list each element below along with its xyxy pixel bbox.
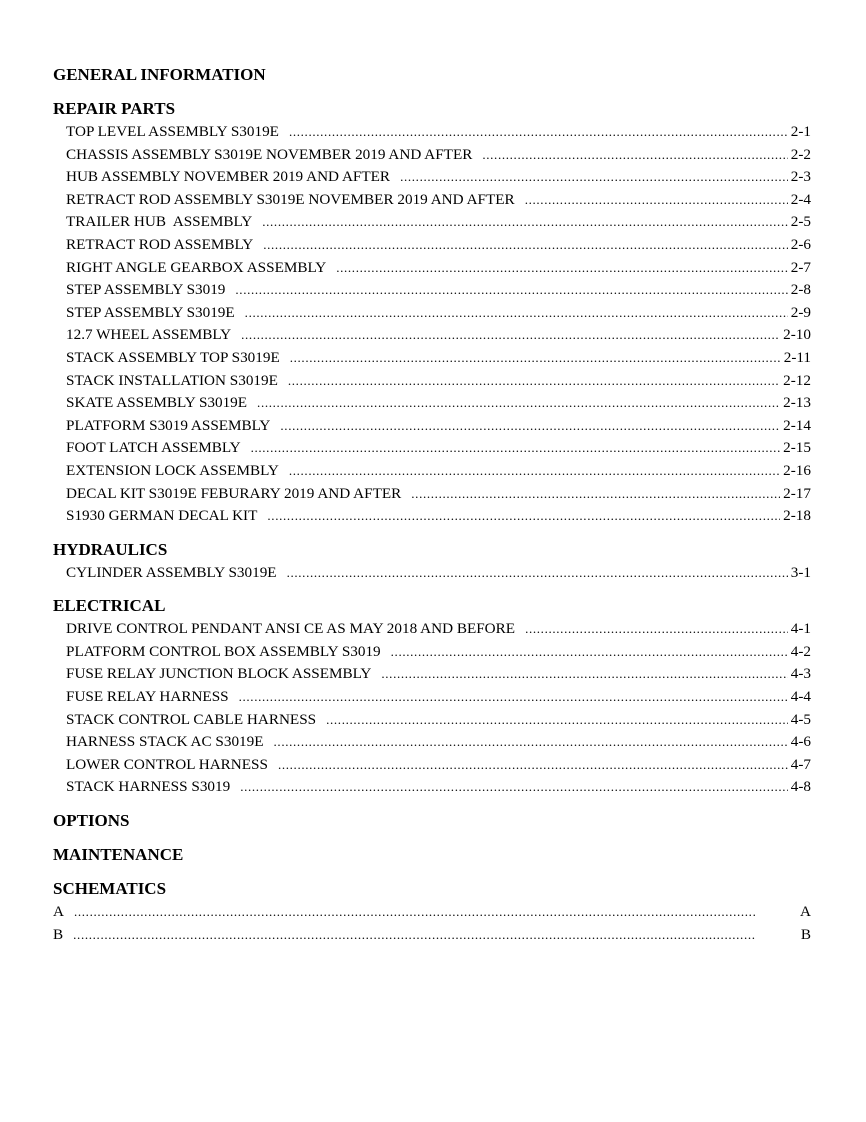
toc-entry-page-number: 2-5 <box>790 213 811 231</box>
toc-entry-label: A <box>53 903 64 921</box>
toc-entry[interactable] <box>53 754 811 777</box>
toc-entry[interactable] <box>53 562 811 585</box>
toc-entry-page-number: 2-10 <box>783 326 811 344</box>
toc-entry-page-number: 4-5 <box>790 710 811 728</box>
toc-entry-label: STACK ASSEMBLY TOP S3019E <box>66 348 280 366</box>
toc-entry[interactable] <box>53 776 811 799</box>
toc-entry[interactable] <box>53 257 811 280</box>
toc-entry-label: FUSE RELAY JUNCTION BLOCK ASSEMBLY <box>66 665 372 683</box>
toc-entry-page-number: 4-8 <box>790 778 811 796</box>
toc-entry-page-number: 4-1 <box>790 620 811 638</box>
toc-entry-label: B <box>53 925 64 943</box>
toc-entry[interactable] <box>53 505 811 528</box>
dot-leader <box>239 686 788 709</box>
toc-section <box>53 98 811 528</box>
toc-entry-label: SKATE ASSEMBLY S3019E <box>66 394 248 412</box>
dot-leader <box>274 731 788 754</box>
section-heading: SCHEMATICS <box>53 879 167 899</box>
dot-leader <box>482 144 787 167</box>
dot-leader <box>400 166 788 189</box>
toc-entry-list <box>53 618 811 799</box>
dot-leader <box>245 302 788 325</box>
toc-entry-page-number: 4-4 <box>790 688 811 706</box>
toc-entry-label: 12.7 WHEEL ASSEMBLY <box>66 326 232 344</box>
toc-section <box>53 539 811 585</box>
dot-leader <box>280 415 780 438</box>
toc-entry-page-number: 4-2 <box>790 642 811 660</box>
dot-leader <box>326 709 788 732</box>
toc-entry-label: CHASSIS ASSEMBLY S3019E NOVEMBER 2019 AND AFTER <box>66 145 473 163</box>
dot-leader <box>288 370 780 393</box>
toc-entry-list <box>53 121 811 528</box>
toc-entry-label: CYLINDER ASSEMBLY S3019E <box>66 563 277 581</box>
dot-leader <box>263 234 788 257</box>
toc-entry[interactable] <box>53 324 811 347</box>
dot-leader <box>290 347 781 370</box>
dot-leader <box>525 618 788 641</box>
dot-leader <box>391 641 788 664</box>
toc-entry-label: DECAL KIT S3019E FEBURARY 2019 AND AFTER <box>66 484 402 502</box>
toc-entry-page-number: B <box>800 925 811 943</box>
toc-entry-page-number: 2-9 <box>790 303 811 321</box>
table-of-contents <box>53 64 811 957</box>
toc-entry-page-number: 2-14 <box>783 416 811 434</box>
toc-entry-list <box>53 562 811 585</box>
toc-entry[interactable] <box>53 166 811 189</box>
toc-entry-label: S1930 GERMAN DECAL KIT <box>66 507 258 525</box>
toc-entry[interactable] <box>53 709 811 732</box>
toc-entry-label: STACK INSTALLATION S3019E <box>66 371 278 389</box>
toc-entry-page-number: 2-17 <box>783 484 811 502</box>
toc-entry[interactable] <box>53 437 811 460</box>
toc-entry-page-number: 2-12 <box>783 371 811 389</box>
dot-leader <box>241 324 780 347</box>
toc-entry[interactable] <box>53 121 811 144</box>
toc-entry-label: TOP LEVEL ASSEMBLY S3019E <box>66 123 279 140</box>
dot-leader <box>240 776 788 799</box>
section-heading: MAINTENANCE <box>53 845 184 865</box>
section-heading: REPAIR PARTS <box>53 99 176 118</box>
dot-leader <box>381 663 787 686</box>
toc-entry-page-number: 4-7 <box>790 755 811 773</box>
toc-entry-label: EXTENSION LOCK ASSEMBLY <box>66 461 279 479</box>
toc-entry-label: RETRACT ROD ASSEMBLY S3019E NOVEMBER 2019 AND AFTER <box>66 190 515 208</box>
toc-entry-list <box>53 901 811 946</box>
toc-section <box>53 810 811 832</box>
toc-section <box>53 64 811 86</box>
toc-entry-page-number: 2-1 <box>790 123 811 140</box>
section-heading: HYDRAULICS <box>53 539 168 559</box>
toc-entry[interactable] <box>53 663 811 686</box>
toc-entry[interactable] <box>53 686 811 709</box>
toc-entry[interactable] <box>53 460 811 483</box>
toc-entry[interactable] <box>53 392 811 415</box>
dot-leader <box>257 392 780 415</box>
dot-leader <box>287 562 788 585</box>
toc-section <box>53 595 811 799</box>
toc-entry[interactable] <box>53 618 811 641</box>
toc-entry[interactable] <box>53 189 811 212</box>
dot-leader <box>289 121 788 144</box>
toc-entry-label: FOOT LATCH ASSEMBLY <box>66 439 241 457</box>
section-heading: ELECTRICAL <box>53 596 166 616</box>
dot-leader <box>289 460 780 483</box>
toc-entry-page-number: 4-6 <box>790 733 811 751</box>
dot-leader <box>73 924 798 947</box>
toc-entry[interactable] <box>53 415 811 438</box>
toc-entry-label: HARNESS STACK AC S3019E <box>66 733 264 751</box>
toc-entry-page-number: 2-11 <box>783 348 811 366</box>
toc-entry[interactable] <box>53 641 811 664</box>
toc-entry-page-number: 2-13 <box>783 394 811 412</box>
section-heading: OPTIONS <box>53 811 130 831</box>
toc-entry-label: PLATFORM CONTROL BOX ASSEMBLY S3019 <box>66 642 381 660</box>
dot-leader <box>74 901 797 924</box>
toc-entry[interactable] <box>53 234 811 257</box>
dot-leader <box>278 754 788 777</box>
toc-entry[interactable] <box>53 901 811 924</box>
toc-entry[interactable] <box>53 347 811 370</box>
toc-entry-page-number: 2-6 <box>790 235 811 253</box>
section-heading: GENERAL INFORMATION <box>53 65 266 84</box>
toc-entry-label: STACK HARNESS S3019 <box>66 778 231 796</box>
toc-entry-page-number: 2-8 <box>790 281 811 299</box>
toc-entry-label: PLATFORM S3019 ASSEMBLY <box>66 416 271 434</box>
dot-leader <box>235 279 787 302</box>
toc-entry[interactable] <box>53 731 811 754</box>
toc-entry-label: HUB ASSEMBLY NOVEMBER 2019 AND AFTER <box>66 168 391 186</box>
toc-entry-page-number: 2-16 <box>783 461 811 479</box>
toc-entry-page-number: 2-2 <box>790 145 811 163</box>
toc-entry[interactable] <box>53 483 811 506</box>
toc-section <box>53 844 811 866</box>
dot-leader <box>262 211 788 234</box>
dot-leader <box>336 257 788 280</box>
toc-entry[interactable] <box>53 370 811 393</box>
toc-entry-page-number: 2-18 <box>783 507 811 525</box>
dot-leader <box>525 189 788 212</box>
toc-entry[interactable] <box>53 211 811 234</box>
toc-entry-page-number: 2-15 <box>783 439 811 457</box>
toc-entry[interactable] <box>53 924 811 947</box>
toc-entry[interactable] <box>53 279 811 302</box>
toc-entry-label: STEP ASSEMBLY S3019E <box>66 303 235 321</box>
dot-leader <box>267 505 780 528</box>
toc-entry-label: DRIVE CONTROL PENDANT ANSI CE AS MAY 2018 AND BEFORE <box>66 620 516 638</box>
toc-entry-page-number: A <box>800 903 811 921</box>
toc-section <box>53 878 811 946</box>
toc-entry[interactable] <box>53 302 811 325</box>
toc-entry-label: STEP ASSEMBLY S3019 <box>66 281 226 299</box>
toc-entry-page-number: 2-7 <box>790 258 811 276</box>
toc-entry-page-number: 3-1 <box>790 563 811 581</box>
toc-entry-label: TRAILER HUB ASSEMBLY <box>66 213 253 231</box>
toc-entry-label: STACK CONTROL CABLE HARNESS <box>66 710 317 728</box>
toc-entry-page-number: 2-3 <box>790 168 811 186</box>
toc-entry-label: RIGHT ANGLE GEARBOX ASSEMBLY <box>66 258 327 276</box>
toc-entry-label: FUSE RELAY HARNESS <box>66 688 229 706</box>
dot-leader <box>411 483 780 506</box>
toc-entry-page-number: 4-3 <box>790 665 811 683</box>
dot-leader <box>251 437 781 460</box>
toc-entry-label: RETRACT ROD ASSEMBLY <box>66 235 254 253</box>
toc-entry[interactable] <box>53 144 811 167</box>
toc-entry-label: LOWER CONTROL HARNESS <box>66 755 268 773</box>
toc-entry-page-number: 2-4 <box>790 190 811 208</box>
